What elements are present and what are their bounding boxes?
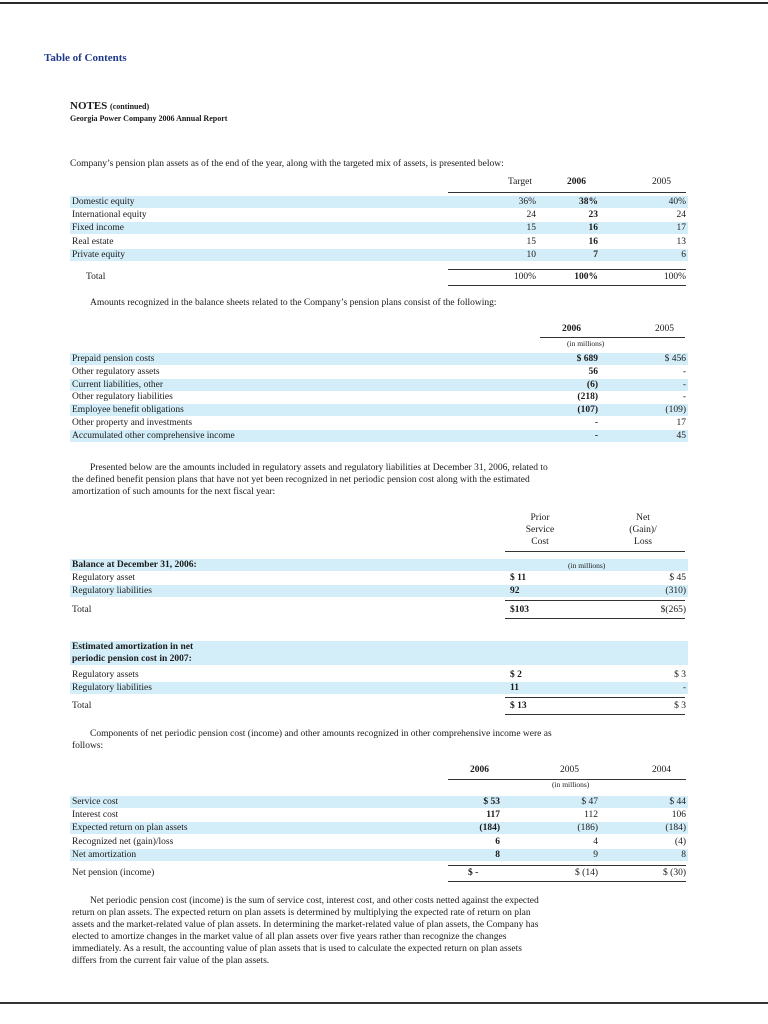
component-2005: 4 xyxy=(593,836,598,847)
component-label: Expected return on plan assets xyxy=(72,823,188,834)
asset-2006: 16 xyxy=(588,236,598,247)
asset-2006: 23 xyxy=(588,210,598,221)
component-2004: (4) xyxy=(674,836,686,847)
asset-2006: 38% xyxy=(579,197,598,207)
assets-total-label: Total xyxy=(86,272,106,282)
component-2005: (186) xyxy=(577,823,598,834)
balance-label: Accumulated other comprehensive income xyxy=(72,430,235,441)
components-row xyxy=(70,836,688,848)
regulatory-balance-total-label: Total xyxy=(72,605,92,615)
balance-2005: $ 456 xyxy=(664,354,686,364)
asset-2005: 40% xyxy=(668,197,686,207)
component-2004: (184) xyxy=(665,823,686,834)
amortization-label: Regulatory liabilities xyxy=(72,683,152,693)
asset-target: 24 xyxy=(526,210,536,221)
component-2006: 8 xyxy=(495,849,500,860)
regulatory-intro-2: the defined benefit pension plans that have not yet been recognized in net periodic pension cost along with the estimated xyxy=(72,475,530,485)
regulatory-balance-total-net: $(265) xyxy=(660,605,686,615)
balance-label: Other regulatory liabilities xyxy=(72,392,173,403)
amortization-prior: $ 2 xyxy=(510,670,522,680)
asset-target: 36% xyxy=(518,197,536,207)
asset-label: Real estate xyxy=(72,236,114,247)
asset-2005: 13 xyxy=(676,236,686,247)
assets-intro: Company’s pension plan assets as of the end of the year, along with the targeted mix of assets, is presented below: xyxy=(70,159,504,169)
net-header-1: Net xyxy=(636,513,650,523)
balance-header-rule xyxy=(540,337,685,338)
assets-row xyxy=(70,196,688,208)
component-2006: 117 xyxy=(486,810,500,821)
component-2005: 9 xyxy=(593,849,598,860)
table-of-contents-link[interactable]: Table of Contents xyxy=(44,52,127,64)
amortization-title-row xyxy=(70,641,688,665)
amortization-title-2: periodic pension cost in 2007: xyxy=(72,654,192,664)
regulatory-prior: 92 xyxy=(510,586,520,596)
prior-header-1: Prior xyxy=(530,513,550,523)
regulatory-net: (310) xyxy=(665,586,686,596)
regulatory-units: (in millions) xyxy=(568,561,606,570)
regulatory-balance-total-row xyxy=(70,604,688,616)
component-label: Service cost xyxy=(72,797,119,807)
balance-row xyxy=(70,430,688,442)
balance-2006: 56 xyxy=(588,366,598,377)
assets-header-target: Target xyxy=(508,177,532,187)
balance-label: Current liabilities, other xyxy=(72,379,164,390)
assets-total-target: 100% xyxy=(513,272,536,282)
amortization-total-label: Total xyxy=(72,701,92,711)
assets-row xyxy=(70,236,688,248)
balance-row xyxy=(70,391,688,403)
amortization-net: - xyxy=(682,683,686,693)
amortization-row xyxy=(70,682,688,694)
balance-header-2005: 2005 xyxy=(655,324,674,334)
balance-row xyxy=(70,417,688,429)
components-row xyxy=(70,849,688,861)
balance-2005: - xyxy=(682,392,686,403)
top-border xyxy=(0,2,768,4)
balance-label: Prepaid pension costs xyxy=(72,354,155,364)
components-row xyxy=(70,822,688,834)
balance-units: (in millions) xyxy=(567,339,605,348)
prior-header-3: Cost xyxy=(531,537,549,547)
components-total-2005: $ (14) xyxy=(575,868,598,878)
components-header-2006: 2006 xyxy=(470,765,489,775)
amortization-bottom-rule xyxy=(505,714,685,715)
component-2004: 106 xyxy=(671,810,686,821)
regulatory-total-rule xyxy=(505,600,685,601)
amortization-total-prior: $ 13 xyxy=(510,701,527,711)
balance-2006: - xyxy=(594,430,598,441)
amortization-prior: 11 xyxy=(510,683,519,693)
balance-2006: (107) xyxy=(577,405,598,416)
balance-row xyxy=(70,366,688,378)
balance-2006: (6) xyxy=(586,379,598,390)
balance-row xyxy=(70,404,688,416)
amortization-total-row xyxy=(70,700,688,712)
assets-total-2005: 100% xyxy=(663,272,686,282)
balance-2005: - xyxy=(682,366,686,377)
asset-label: Private equity xyxy=(72,249,126,260)
closing-line-4: elected to amortize changes in the market value of all plan assets over five years rather than recognize the changes xyxy=(72,932,507,942)
report-subtitle: Georgia Power Company 2006 Annual Report xyxy=(70,114,228,123)
components-row xyxy=(70,809,688,821)
notes-heading xyxy=(70,100,149,112)
assets-bottom-rule xyxy=(448,285,686,286)
regulatory-label: Regulatory asset xyxy=(72,573,136,583)
components-header-2004: 2004 xyxy=(652,765,671,775)
balance-row xyxy=(70,379,688,391)
balance-2005: (109) xyxy=(665,405,686,416)
component-2005: $ 47 xyxy=(581,797,598,807)
regulatory-balance-title-row xyxy=(70,559,688,571)
regulatory-balance-row xyxy=(70,572,688,584)
regulatory-net: $ 45 xyxy=(669,573,686,583)
components-total-2006: $ - xyxy=(468,868,479,878)
component-2004: $ 44 xyxy=(669,797,686,807)
asset-2006: 16 xyxy=(588,223,598,234)
closing-line-3: assets and the market-related value of plan assets. In determining the market-related value of plan assets, the Company has xyxy=(72,920,539,930)
balance-header-2006: 2006 xyxy=(562,324,581,334)
balance-2006: - xyxy=(594,418,598,428)
components-total-rule xyxy=(448,865,686,866)
closing-line-6: differs from the current fair value of the plan assets. xyxy=(72,956,270,966)
assets-row xyxy=(70,249,688,261)
asset-label: Fixed income xyxy=(72,223,124,234)
component-label: Recognized net (gain)/loss xyxy=(72,836,174,847)
asset-2005: 17 xyxy=(676,223,686,234)
asset-2005: 24 xyxy=(676,210,686,221)
components-total-2004: $ (30) xyxy=(663,868,686,878)
components-units: (in millions) xyxy=(552,780,590,789)
balance-2006: (218) xyxy=(577,392,598,403)
closing-line-2: return on plan assets. The expected return on plan assets is determined by multiplying the expected rate of return on plan xyxy=(72,908,531,918)
components-row xyxy=(70,796,688,808)
amortization-total-net: $ 3 xyxy=(674,701,686,711)
amortization-row xyxy=(70,669,688,681)
components-intro-2: follows: xyxy=(72,741,104,751)
bottom-border xyxy=(0,1002,768,1004)
regulatory-balance-row xyxy=(70,585,688,597)
component-label: Interest cost xyxy=(72,810,119,821)
balance-label: Other regulatory assets xyxy=(72,366,160,377)
notes-continued: (continued) xyxy=(110,102,150,111)
balance-2005: 45 xyxy=(676,430,686,441)
components-total-label: Net pension (income) xyxy=(72,868,155,878)
components-bottom-rule xyxy=(448,881,686,882)
regulatory-header-rule xyxy=(505,551,685,552)
notes-label: NOTES xyxy=(70,100,108,112)
assets-row xyxy=(70,209,688,221)
asset-label: International equity xyxy=(72,210,147,221)
asset-2006: 7 xyxy=(593,249,598,260)
regulatory-balance-title: Balance at December 31, 2006: xyxy=(72,560,197,570)
regulatory-intro-1: Presented below are the amounts included in regulatory assets and regulatory liabilities at December 31, 2006, related to xyxy=(90,463,548,473)
asset-2005: 6 xyxy=(681,249,686,260)
assets-header-rule xyxy=(448,192,686,193)
assets-total-row xyxy=(70,271,688,283)
balance-2005: - xyxy=(682,379,686,390)
component-2006: $ 53 xyxy=(483,797,500,807)
component-2005: 112 xyxy=(584,810,598,821)
balance-intro: Amounts recognized in the balance sheets related to the Company’s pension plans consist of the following: xyxy=(90,298,497,308)
regulatory-bottom-rule xyxy=(505,618,685,619)
balance-2005: 17 xyxy=(676,418,686,428)
asset-target: 10 xyxy=(526,249,536,260)
net-header-2: (Gain)/ xyxy=(629,525,657,535)
component-2004: 8 xyxy=(681,849,686,860)
regulatory-intro-3: amortization of such amounts for the next fiscal year: xyxy=(72,487,276,497)
assets-header-2005: 2005 xyxy=(652,177,671,187)
closing-line-5: immediately. As a result, the accounting value of plan assets that is used to calculate the expected return on plan assets xyxy=(72,944,522,954)
net-header-3: Loss xyxy=(634,537,652,547)
components-total-row xyxy=(70,867,688,879)
asset-label: Domestic equity xyxy=(72,197,135,207)
amortization-label: Regulatory assets xyxy=(72,670,139,680)
asset-target: 15 xyxy=(526,223,536,234)
regulatory-prior: $ 11 xyxy=(510,573,527,583)
balance-label: Employee benefit obligations xyxy=(72,405,184,416)
assets-row xyxy=(70,222,688,234)
assets-header-2006: 2006 xyxy=(567,177,586,187)
asset-target: 15 xyxy=(526,236,536,247)
assets-total-2006: 100% xyxy=(574,272,598,282)
component-label: Net amortization xyxy=(72,849,137,860)
prior-header-2: Service xyxy=(525,525,555,535)
components-intro-1: Components of net periodic pension cost (income) and other amounts recognized in other comprehensive income were as xyxy=(90,729,552,739)
assets-total-rule xyxy=(448,269,686,270)
components-header-2005: 2005 xyxy=(560,765,579,775)
component-2006: 6 xyxy=(495,836,500,847)
amortization-title-1: Estimated amortization in net xyxy=(72,642,194,652)
amortization-total-rule xyxy=(505,697,685,698)
balance-label: Other property and investments xyxy=(72,418,193,428)
balance-row xyxy=(70,353,688,365)
component-2006: (184) xyxy=(479,823,500,834)
balance-2006: $ 689 xyxy=(576,354,598,364)
closing-line-1: Net periodic pension cost (income) is the sum of service cost, interest cost, and other costs netted against the expected xyxy=(90,896,539,906)
amortization-net: $ 3 xyxy=(674,670,686,680)
regulatory-balance-total-prior: $103 xyxy=(510,605,529,615)
regulatory-label: Regulatory liabilities xyxy=(72,586,152,596)
